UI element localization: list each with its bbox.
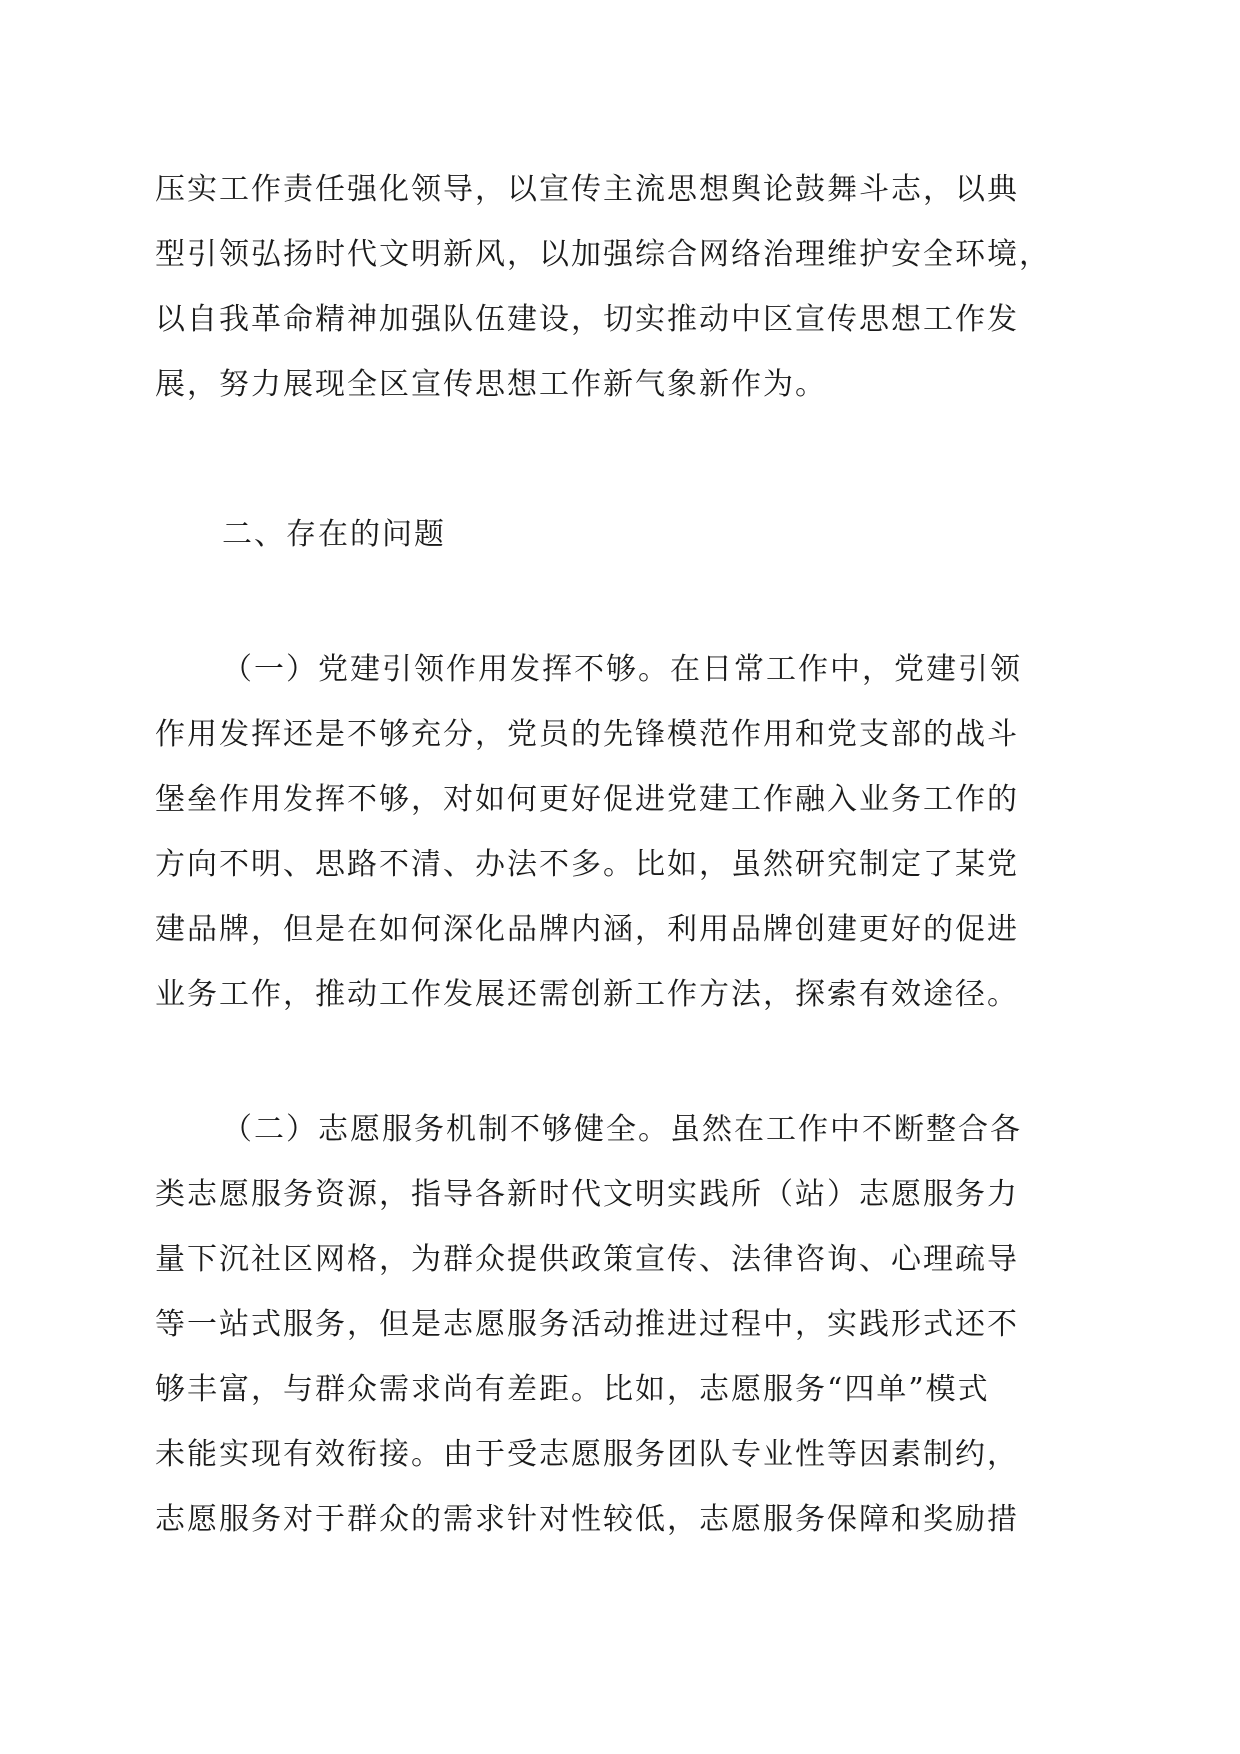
paragraph-line: （二）志愿服务机制不够健全。虽然在工作中不断整合各	[222, 1112, 1022, 1147]
paragraph-line: 堡垒作用发挥不够，对如何更好促进党建工作融入业务工作的	[155, 782, 1019, 817]
section-heading: 二、存在的问题	[222, 517, 446, 552]
paragraph-line: 够丰富，与群众需求尚有差距。比如，志愿服务“四单”模式	[155, 1372, 990, 1407]
paragraph-line: 类志愿服务资源，指导各新时代文明实践所（站）志愿服务力	[155, 1177, 1019, 1212]
paragraph-line: （一）党建引领作用发挥不够。在日常工作中，党建引领	[222, 652, 1022, 687]
paragraph-line: 型引领弘扬时代文明新风，以加强综合网络治理维护安全环境，	[155, 237, 1051, 272]
paragraph-line: 志愿服务对于群众的需求针对性较低，志愿服务保障和奖励措	[155, 1502, 1019, 1537]
paragraph-line: 作用发挥还是不够充分，党员的先锋模范作用和党支部的战斗	[155, 717, 1019, 752]
paragraph-line: 等一站式服务，但是志愿服务活动推进过程中，实践形式还不	[155, 1307, 1019, 1342]
paragraph-line: 量下沉社区网格，为群众提供政策宣传、法律咨询、心理疏导	[155, 1242, 1019, 1277]
paragraph-line: 建品牌，但是在如何深化品牌内涵，利用品牌创建更好的促进	[155, 912, 1019, 947]
paragraph-line: 以自我革命精神加强队伍建设，切实推动中区宣传思想工作发	[155, 302, 1019, 337]
paragraph-line: 压实工作责任强化领导，以宣传主流思想舆论鼓舞斗志，以典	[155, 172, 1019, 207]
paragraph-line: 展，努力展现全区宣传思想工作新气象新作为。	[155, 367, 827, 402]
paragraph-line: 未能实现有效衔接。由于受志愿服务团队专业性等因素制约，	[155, 1437, 1019, 1472]
paragraph-line: 业务工作，推动工作发展还需创新工作方法，探索有效途径。	[155, 977, 1019, 1012]
paragraph-line: 方向不明、思路不清、办法不多。比如，虽然研究制定了某党	[155, 847, 1019, 882]
